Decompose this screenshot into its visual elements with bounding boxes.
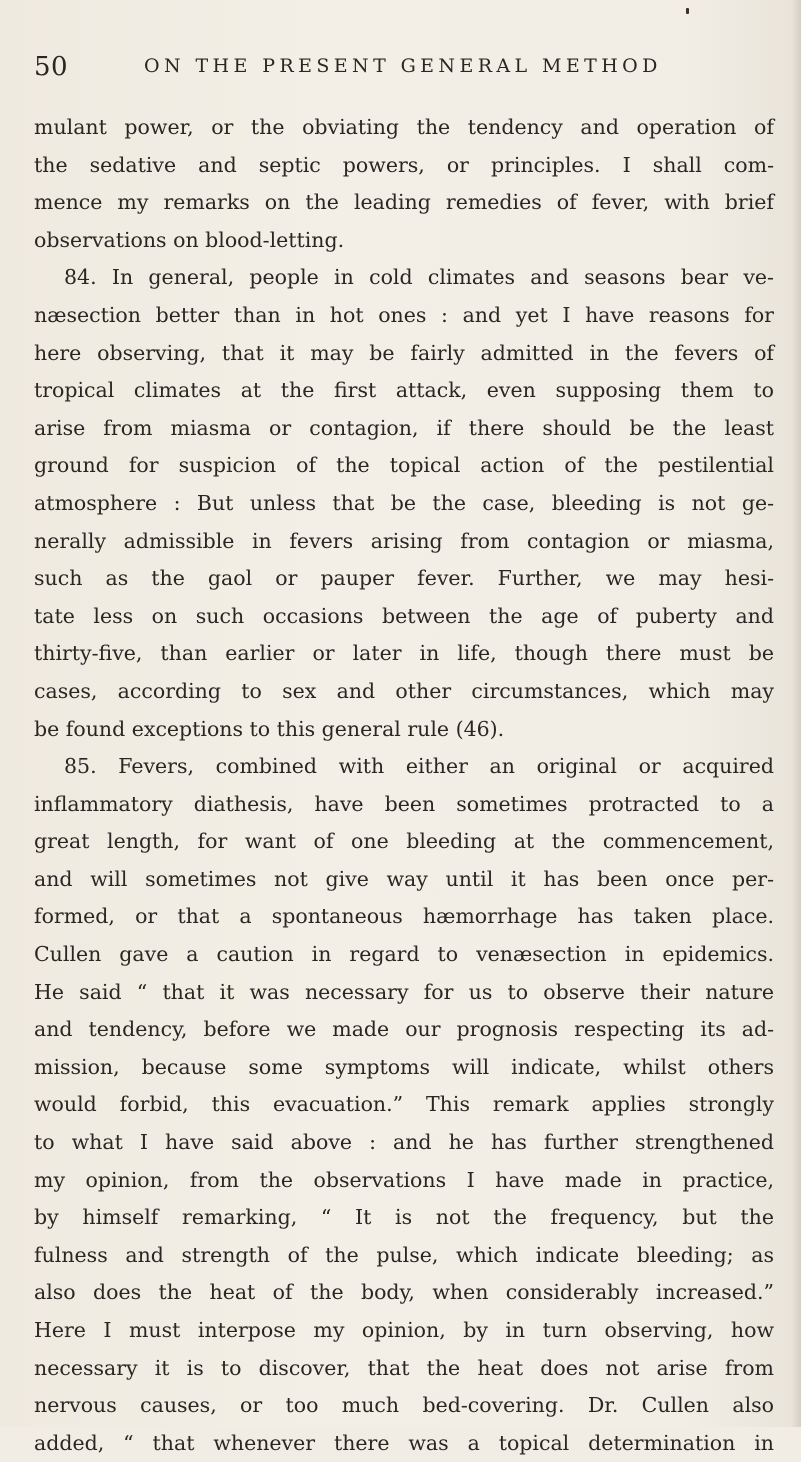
- page-edge-shadow: [791, 0, 801, 1427]
- text-line: such as the gaol or pauper fever. Further, we may hesi-: [34, 566, 774, 591]
- text-line: and will sometimes not give way until it has been once per-: [34, 866, 774, 891]
- text-line: by himself remarking, “ It is not the frequency, but the: [34, 1205, 774, 1230]
- text-line: be found exceptions to this general rule (46).: [34, 716, 505, 741]
- text-line: inflammatory diathesis, have been sometimes protracted to a: [34, 791, 774, 816]
- text-line: formed, or that a spontaneous hæmorrhage has taken place.: [34, 904, 774, 929]
- text-line: He said “ that it was necessary for us to observe their nature: [34, 979, 774, 1004]
- text-line: here observing, that it may be fairly admitted in the fevers of: [34, 340, 774, 365]
- text-line: mence my remarks on the leading remedies of fever, with brief: [34, 190, 774, 215]
- text-line: great length, for want of one bleeding at the commencement,: [34, 829, 774, 854]
- text-line: nerally admissible in fevers arising from contagion or miasma,: [34, 528, 774, 553]
- page-number: 50: [34, 52, 69, 82]
- text-line: atmosphere : But unless that be the case, bleeding is not ge-: [34, 490, 774, 515]
- text-line: Here I must interpose my opinion, by in turn observing, how: [34, 1318, 774, 1342]
- body-text: [34, 109, 774, 1462]
- text-line: fulness and strength of the pulse, which indicate bleeding; as: [34, 1242, 774, 1267]
- text-line: necessary it is to discover, that the heat does not arise from: [34, 1355, 774, 1380]
- text-line: would forbid, this evacuation.” This remark applies strongly: [34, 1092, 774, 1117]
- text-line: added, “ that whenever there was a topical determination in: [34, 1430, 774, 1455]
- stray-ink-mark: [686, 8, 689, 14]
- text-line: and tendency, before we made our prognosis respecting its ad-: [34, 1017, 774, 1042]
- text-line: arise from miasma or contagion, if there should be the least: [34, 415, 774, 440]
- text-line: the sedative and septic powers, or principles. I shall com-: [34, 152, 774, 177]
- text-line: cases, according to sex and other circumstances, which may: [34, 678, 774, 703]
- text-line: my opinion, from the observations I have made in practice,: [34, 1167, 774, 1192]
- text-line: mission, because some symptoms will indicate, whilst others: [34, 1054, 774, 1079]
- text-line: observations on blood-letting.: [34, 227, 345, 252]
- text-line: ground for suspicion of the topical action of the pestilential: [34, 453, 774, 478]
- text-line: to what I have said above : and he has further strengthened: [34, 1130, 774, 1155]
- text-line: Cullen gave a caution in regard to venæsection in epidemics.: [34, 942, 774, 967]
- text-line: mulant power, or the obviating the tendency and operation of: [34, 115, 774, 139]
- text-line: næsection better than in hot ones : and yet I have reasons for: [34, 302, 774, 327]
- text-line: tate less on such occasions between the age of puberty and: [34, 603, 774, 628]
- text-line: nervous causes, or too much bed-covering. Dr. Cullen also: [34, 1393, 774, 1418]
- text-line: tropical climates at the first attack, even supposing them to: [34, 378, 774, 403]
- paragraph-85-first-line: 85. Fevers, combined with either an original or acquired: [64, 754, 774, 779]
- running-head: [34, 52, 774, 88]
- running-title: ON THE PRESENT GENERAL METHOD: [144, 55, 662, 77]
- text-line: thirty-five, than earlier or later in life, though there must be: [34, 641, 774, 666]
- text-line: also does the heat of the body, when considerably increased.”: [34, 1280, 774, 1305]
- paragraph-84-first-line: 84. In general, people in cold climates and seasons bear ve-: [64, 265, 774, 290]
